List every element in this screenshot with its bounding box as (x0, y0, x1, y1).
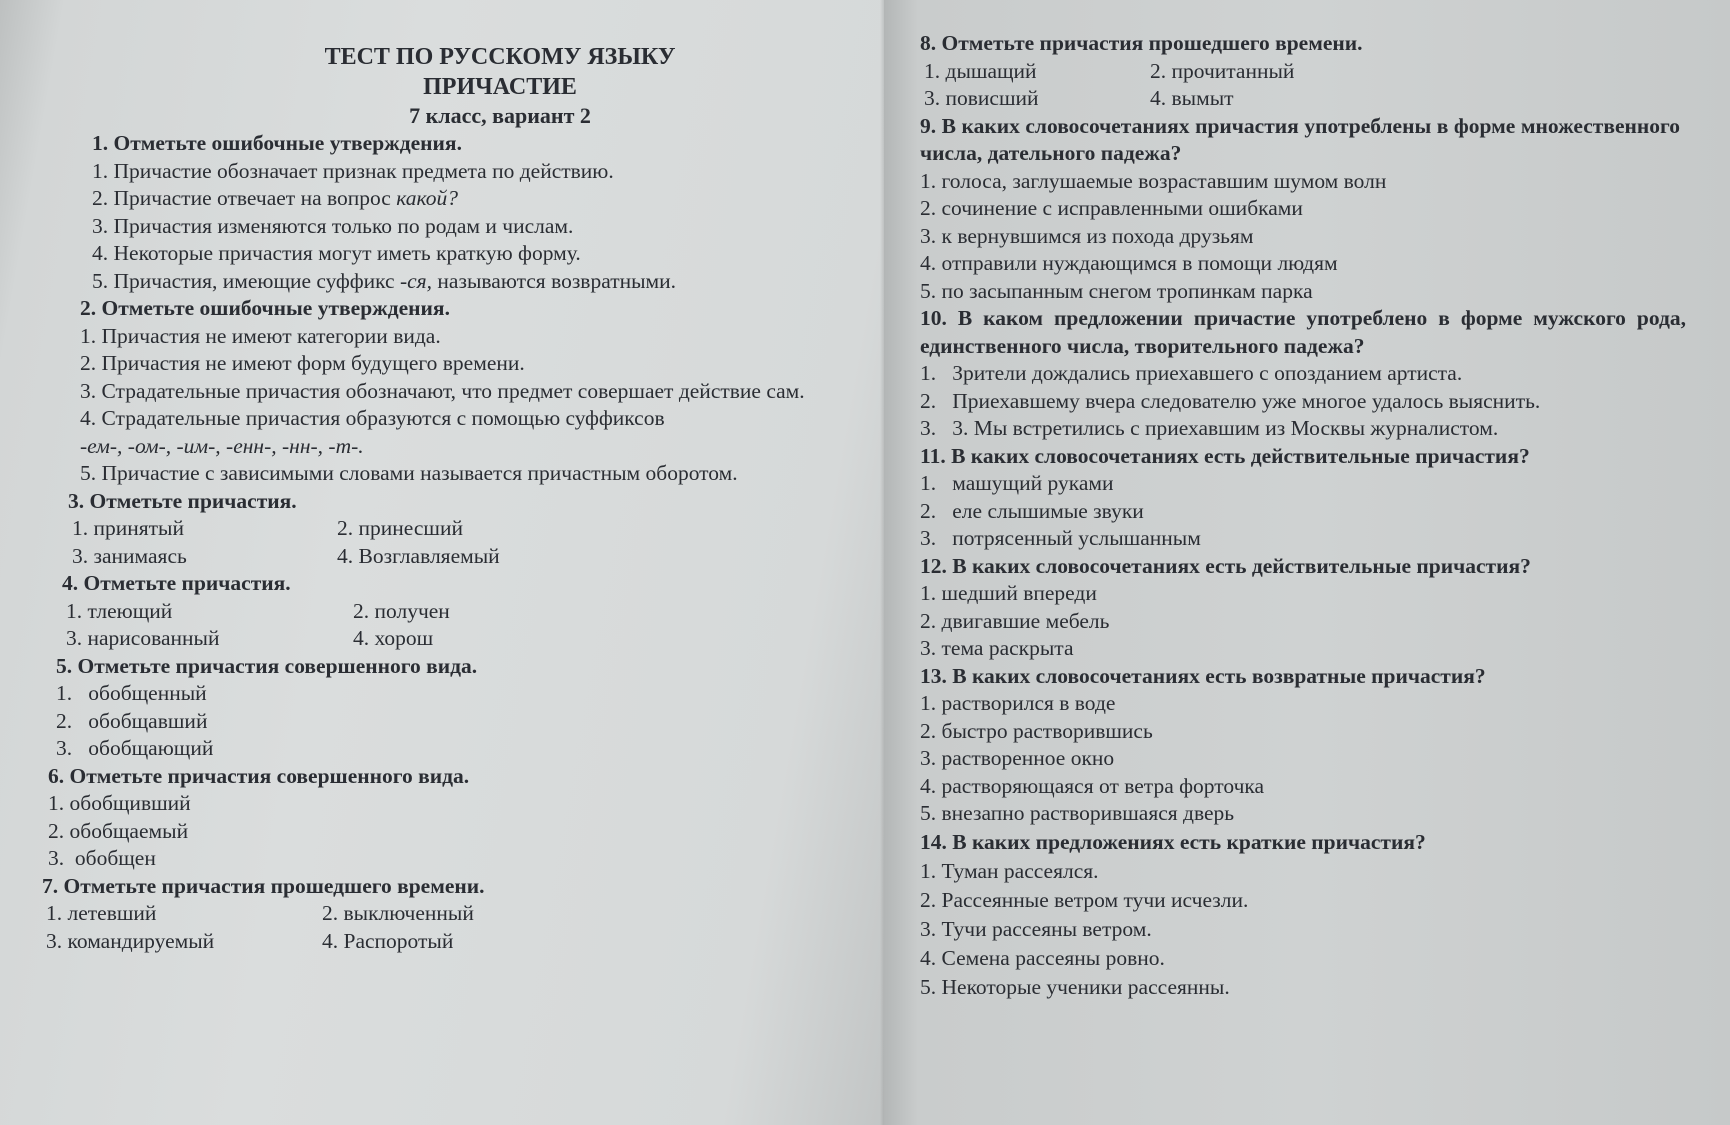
options-grid (68, 515, 854, 570)
option: 3. 3. Мы встретились с приехавшим из Москвы журналистом. (920, 416, 1499, 440)
question-3 (56, 488, 854, 571)
option: 5. Некоторые ученики рассеянны. (920, 974, 1230, 999)
option: 3. потрясенный услышанным (920, 526, 1201, 550)
option: 4. хорош (353, 626, 434, 650)
option: 1. летевший (46, 901, 157, 925)
question-1 (56, 130, 854, 295)
question-14 (920, 828, 1710, 1002)
option: 5. Причастие с зависимыми словами называется причастным оборотом. (80, 461, 738, 485)
question-heading: 7. Отметьте причастия прошедшего времени. (42, 873, 485, 898)
option: 2. принесший (337, 516, 463, 540)
question-10 (920, 305, 1686, 443)
options-grid (42, 900, 854, 955)
option: 2. выключенный (322, 901, 474, 925)
option: 1. голоса, заглушаемые возраставшим шумом волн (920, 168, 1387, 193)
test-grade-variant: 7 класс, вариант 2 (409, 103, 591, 128)
option: 1. Причастия не имеют категории вида. (80, 323, 441, 348)
option-text-italic: -ся, (399, 268, 433, 293)
option (92, 185, 854, 213)
option: 4. Распоротый (322, 928, 454, 953)
option: 3. растворенное окно (920, 746, 1115, 770)
option: 2. обобщаемый (48, 818, 189, 843)
option: 2. получен (353, 598, 450, 623)
question-heading: 13. В каких словосочетаниях есть возвратные причастия? (920, 663, 1486, 688)
question-heading: 14. В каких предложениях есть краткие причастия? (920, 829, 1426, 854)
option: 4. Некоторые причастия могут иметь краткую форму. (92, 241, 581, 265)
option: 1. шедший впереди (920, 581, 1097, 605)
question-heading: 1. Отметьте ошибочные утверждения. (92, 131, 462, 155)
question-4 (56, 570, 854, 653)
option-text: называются возвратными. (437, 268, 677, 293)
option: 4. Страдательные причастия образуются с помощью суффиксов (80, 406, 665, 430)
option: 4. Возглавляемый (337, 543, 500, 568)
option: 1. Причастие обозначает признак предмета по действию. (92, 158, 614, 183)
option (92, 268, 854, 296)
option: 3. Страдательные причастия обозначают, что предмет совершает действие сам. (80, 378, 805, 403)
option-text-italic: какой? (396, 186, 458, 210)
options-grid (62, 598, 854, 653)
option-text: 2. Причастие отвечает на вопрос (92, 186, 391, 210)
question-11 (920, 443, 1710, 553)
option: 1. растворился в воде (920, 691, 1116, 715)
question-8 (920, 30, 1710, 113)
question-9 (920, 113, 1680, 306)
option: 2. двигавшие мебель (920, 608, 1110, 633)
question-heading: 12. В каких словосочетаниях есть действительные причастия? (920, 553, 1531, 578)
question-heading: 3. Отметьте причастия. (68, 488, 297, 513)
option: 1. машущий руками (920, 471, 1114, 495)
question-heading: 5. Отметьте причастия совершенного вида. (56, 653, 478, 678)
options-grid (920, 58, 1710, 113)
option: 2. сочинение с исправленными ошибками (920, 196, 1303, 220)
question-heading: 9. В каких словосочетаниях причастия употреблены в форме множественного числа, дательного падежа? (920, 113, 1680, 165)
option: 4. растворяющаяся от ветра форточка (920, 773, 1265, 798)
question-6 (48, 763, 854, 873)
option: 1. обобщенный (56, 681, 207, 705)
option: 2. обобщавший (56, 708, 208, 733)
option: 3. тема раскрыта (920, 636, 1074, 660)
question-5 (56, 653, 854, 763)
option: 1. дышащий (924, 58, 1037, 83)
option: 3. Причастия изменяются только по родам и числам. (92, 213, 574, 238)
option: 3. командируемый (46, 928, 215, 953)
option: 2. быстро растворившись (920, 718, 1153, 743)
question-heading: 2. Отметьте ошибочные утверждения. (80, 296, 450, 320)
option: 3. Тучи рассеяны ветром. (920, 916, 1152, 941)
option: 3. повисший (924, 86, 1039, 110)
question-2 (56, 295, 860, 488)
option: 3. занимаясь (72, 543, 187, 568)
option: 2. прочитанный (1150, 58, 1295, 83)
option: 2. Приехавшему вчера следователю уже многое удалось выяснить. (920, 388, 1541, 413)
test-title: ТЕСТ ПО РУССКОМУ ЯЗЫКУ (324, 44, 676, 70)
option: 2. еле слышимые звуки (920, 498, 1144, 523)
option: 5. внезапно растворившаяся дверь (920, 801, 1235, 825)
option: 3. обобщающий (56, 736, 214, 760)
option: 1. Зрители дождались приехавшего с опозданием артиста. (920, 361, 1463, 385)
question-7 (42, 873, 854, 956)
question-heading: 11. В каких словосочетаниях есть действительные причастия? (920, 443, 1530, 468)
option: 4. отправили нуждающимся в помощи людям (920, 251, 1338, 275)
question-12 (920, 553, 1710, 663)
test-topic: ПРИЧАСТИЕ (423, 74, 577, 100)
option: 2. Рассеянные ветром тучи исчезли. (920, 887, 1249, 912)
option: 3. к вернувшимся из похода друзьям (920, 223, 1254, 248)
option: 1. обобщивший (48, 791, 191, 815)
option: 4. вымыт (1150, 86, 1234, 110)
right-page (884, 0, 1730, 1125)
option-text: 5. Причастия, имеющие суффикс (92, 268, 395, 293)
option: 1. принятый (72, 516, 185, 540)
question-heading: 4. Отметьте причастия. (62, 571, 291, 595)
option: 1. тлеющий (66, 598, 173, 623)
question-13 (920, 663, 1710, 828)
option: 2. Причастия не имеют форм будущего времени. (80, 351, 525, 375)
option: 3. обобщен (48, 846, 156, 870)
option: 5. по засыпанным снегом тропинкам парка (920, 278, 1313, 303)
option: 3. нарисованный (66, 626, 220, 650)
question-heading: 6. Отметьте причастия совершенного вида. (48, 763, 470, 788)
question-heading: 10. В каком предложении причастие употреблено в форме мужского рода, единственного числа, творительного падежа? (920, 306, 1686, 358)
question-heading: 8. Отметьте причастия прошедшего времени. (920, 31, 1363, 55)
option-suffixes: -ем-, -ом-, -им-, -енн-, -нн-, -т-. (80, 433, 364, 458)
option: 1. Туман рассеялся. (920, 858, 1099, 883)
option: 4. Семена рассеяны ровно. (920, 945, 1165, 970)
